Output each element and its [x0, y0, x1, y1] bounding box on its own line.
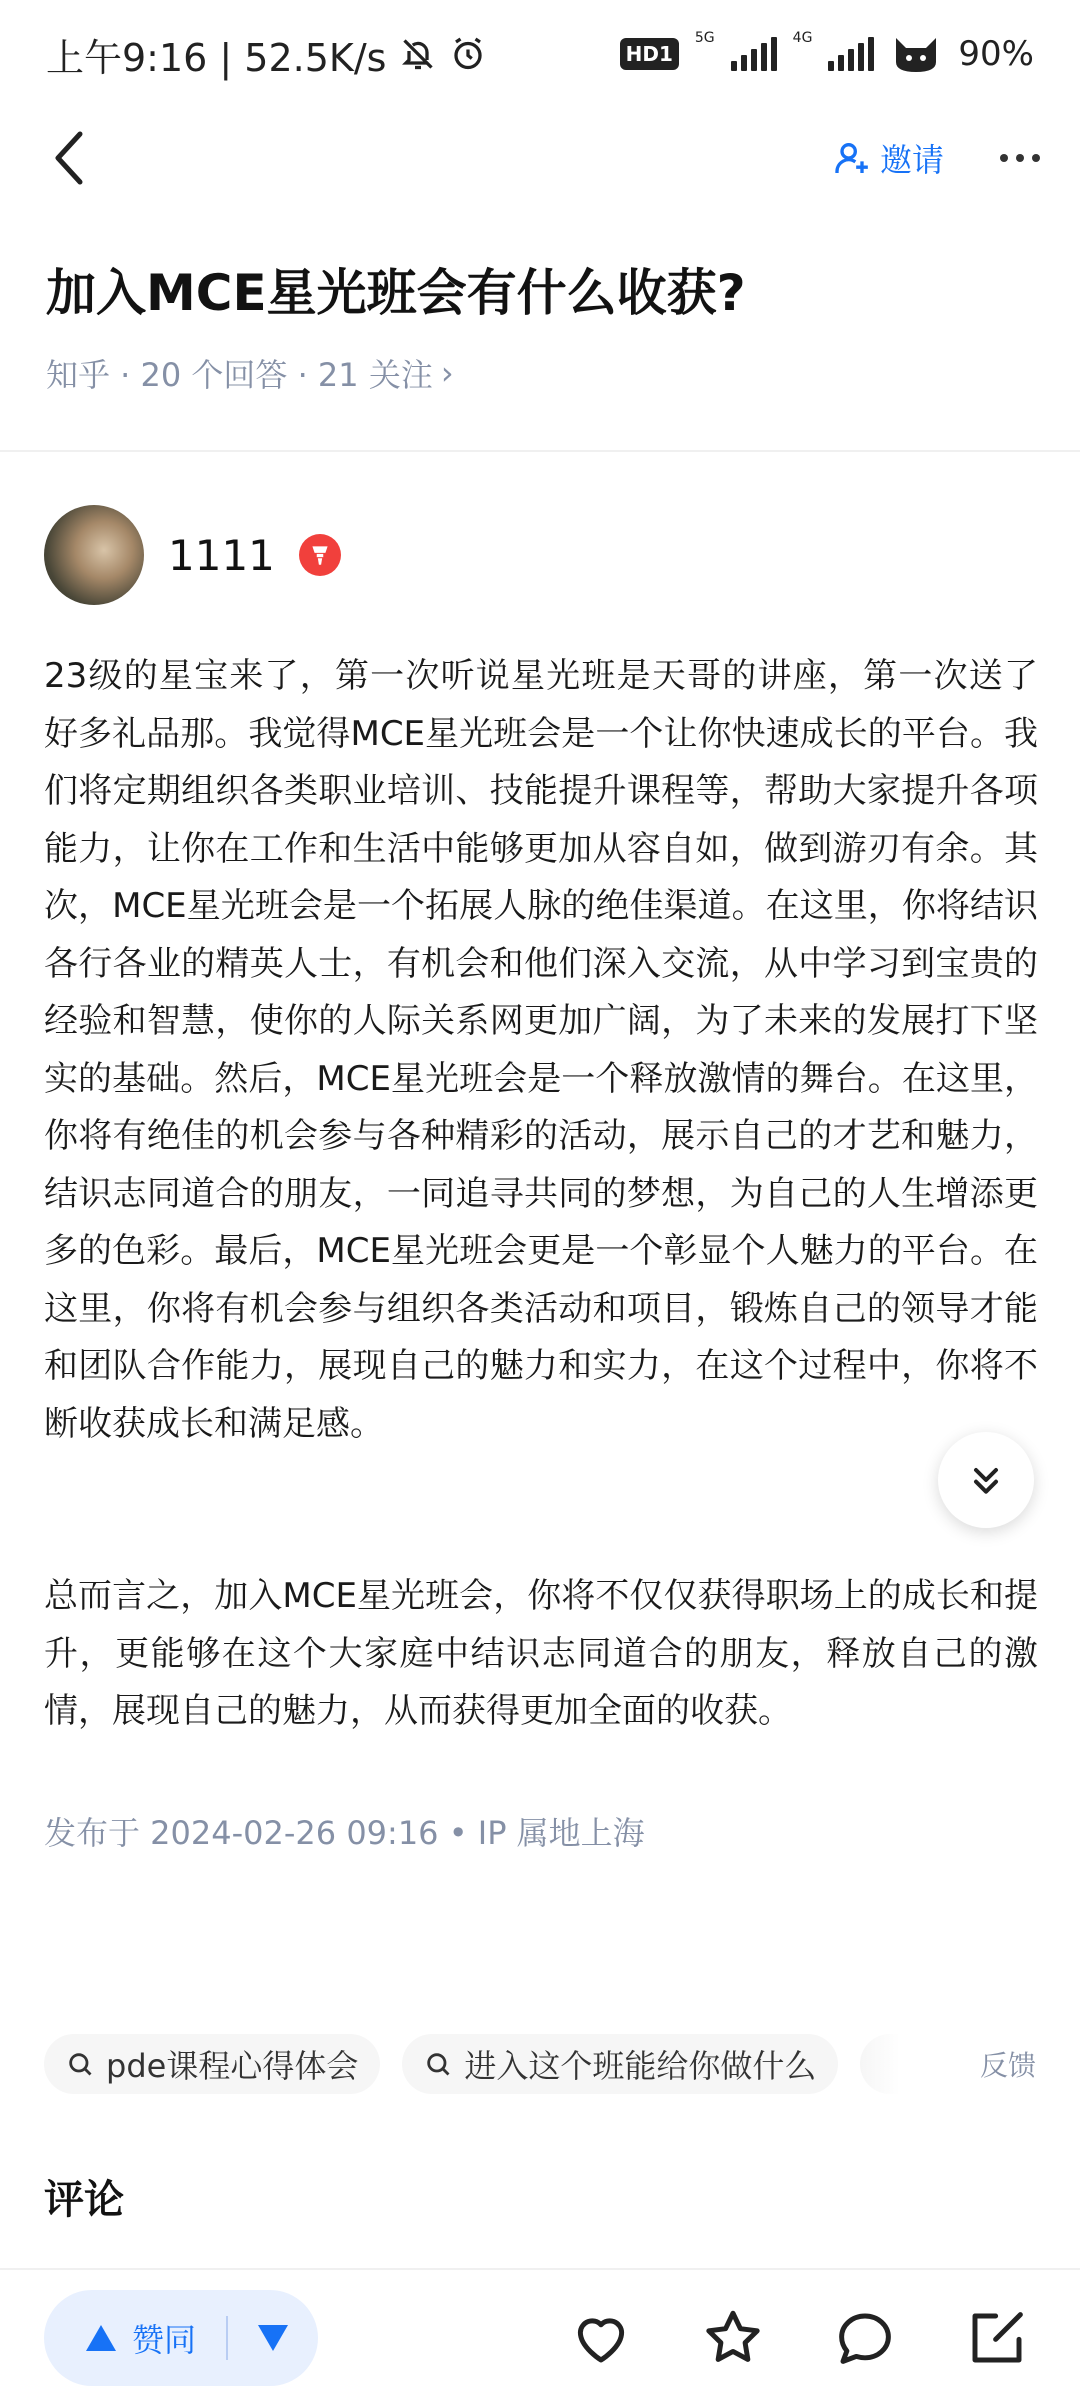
publish-info: 发布于 2024-02-26 09:16 • IP 属地上海 [44, 1814, 645, 1852]
vote-group [44, 2290, 318, 2386]
author-row [44, 505, 341, 605]
question-meta-text: 知乎 · 20 个回答 · 21 关注 [46, 356, 433, 394]
answer-paragraph: 23级的星宝来了，第一次听说星光班是天哥的讲座，第一次送了好多礼品那。我觉得MCE星光班会是一个让你快速成长的平台。我们将定期组织各类职业培训、技能提升课程等，帮助大家提升各项能力，让你在工作和生活中能够更加从容自如，做到游刃有余。其次，MCE星光班会是一个拓展人脉的绝佳渠道。在这里，你将结识各行各业的精英人士，有机会和他们深入交流，从中学习到宝贵的经验和智慧，使你的人际关系网更加广阔，为了未来的发展打下坚实的基础。然后，MCE星光班会是一个释放激情的舞台。在这里，你将有绝佳的机会参与各种精彩的活动，展示自己的才艺和魅力，结识志同道合的朋友，一同追寻共同的梦想，为自己的人生增添更多的色彩。最后，MCE星光班会更是一个彰显个人魅力的平台。在这里，你将有机会参与组织各类活动和项目，锻炼自己的领导才能和团队合作能力，展现自己的魅力和实力，在这个过程中，你将不断收获成长和满足感。 [44, 656, 1038, 1444]
signal-icon [731, 37, 777, 71]
status-left [46, 27, 486, 82]
triangle-up-icon [84, 2323, 118, 2353]
more-dot-icon [1016, 154, 1024, 162]
star-icon [700, 2305, 766, 2371]
author-badge-icon [299, 534, 341, 576]
mute-bell-icon [400, 36, 436, 72]
search-icon [66, 2050, 94, 2078]
chip-fade [860, 2034, 900, 2094]
status-time-speed: 上午9:16 | 52.5K/s [46, 35, 387, 80]
downvote-button[interactable] [228, 2323, 290, 2353]
search-icon [424, 2050, 452, 2078]
like-button[interactable] [568, 2305, 634, 2371]
answer-body [44, 648, 1038, 1741]
search-chip-label: pde课程心得体会 [106, 2047, 359, 2085]
comment-bubble-icon [832, 2305, 898, 2371]
comments-title: 评论 [44, 2177, 124, 2223]
signal-icon-2 [828, 37, 874, 71]
invite-label: 邀请 [879, 141, 944, 179]
double-chevron-down-icon [966, 1460, 1006, 1500]
question-header [46, 258, 1036, 396]
back-button[interactable] [40, 128, 100, 188]
add-user-icon [832, 138, 872, 178]
related-search-chips [44, 2034, 1036, 2094]
status-right [620, 30, 1034, 74]
feedback-link[interactable]: 反馈 [979, 2049, 1036, 2082]
question-meta[interactable] [46, 350, 1036, 396]
more-dot-icon [1032, 154, 1040, 162]
battery-level: 90% [958, 34, 1034, 74]
heart-icon [568, 2305, 634, 2371]
search-chip[interactable] [402, 2034, 838, 2094]
answer-paragraph: 总而言之，加入MCE星光班会，你将不仅仅获得职场上的成长和提升，更能够在这个大家庭中结识志同道合的朋友，释放自己的激情，展现自己的魅力，从而获得更加全面的收获。 [44, 1576, 1038, 1731]
action-icons [568, 2305, 1036, 2371]
hd-badge: HD1 [620, 38, 679, 70]
favorite-button[interactable] [700, 2305, 766, 2371]
nav-right [832, 135, 1040, 181]
write-answer-button[interactable] [964, 2305, 1030, 2371]
status-bar [0, 0, 1080, 108]
search-chip-label: 进入这个班能给你做什么 [464, 2047, 817, 2085]
avatar[interactable] [44, 505, 144, 605]
bottom-action-bar [0, 2288, 1080, 2388]
question-title[interactable]: 加入MCE星光班会有什么收获? [46, 264, 746, 322]
more-button[interactable] [1000, 144, 1040, 172]
author-name[interactable]: 1111 [168, 530, 275, 580]
invite-button[interactable] [832, 135, 944, 181]
triangle-down-icon [256, 2323, 290, 2353]
more-dot-icon [1000, 154, 1008, 162]
collapse-button[interactable] [938, 1432, 1034, 1528]
upvote-label: 赞同 [132, 2321, 197, 2359]
bottom-divider [0, 2268, 1080, 2270]
back-arrow-icon [50, 128, 90, 188]
network-type-2: 4G [792, 30, 813, 46]
edit-icon [964, 2305, 1030, 2371]
cat-icon [890, 34, 942, 74]
nav-bar [0, 108, 1080, 208]
network-type-1: 5G [694, 30, 715, 46]
search-chip[interactable] [44, 2034, 380, 2094]
header-divider [0, 450, 1080, 452]
comment-button[interactable] [832, 2305, 898, 2371]
chevron-right-icon: › [440, 354, 454, 392]
upvote-button[interactable] [84, 2315, 226, 2361]
alarm-icon [450, 36, 486, 72]
